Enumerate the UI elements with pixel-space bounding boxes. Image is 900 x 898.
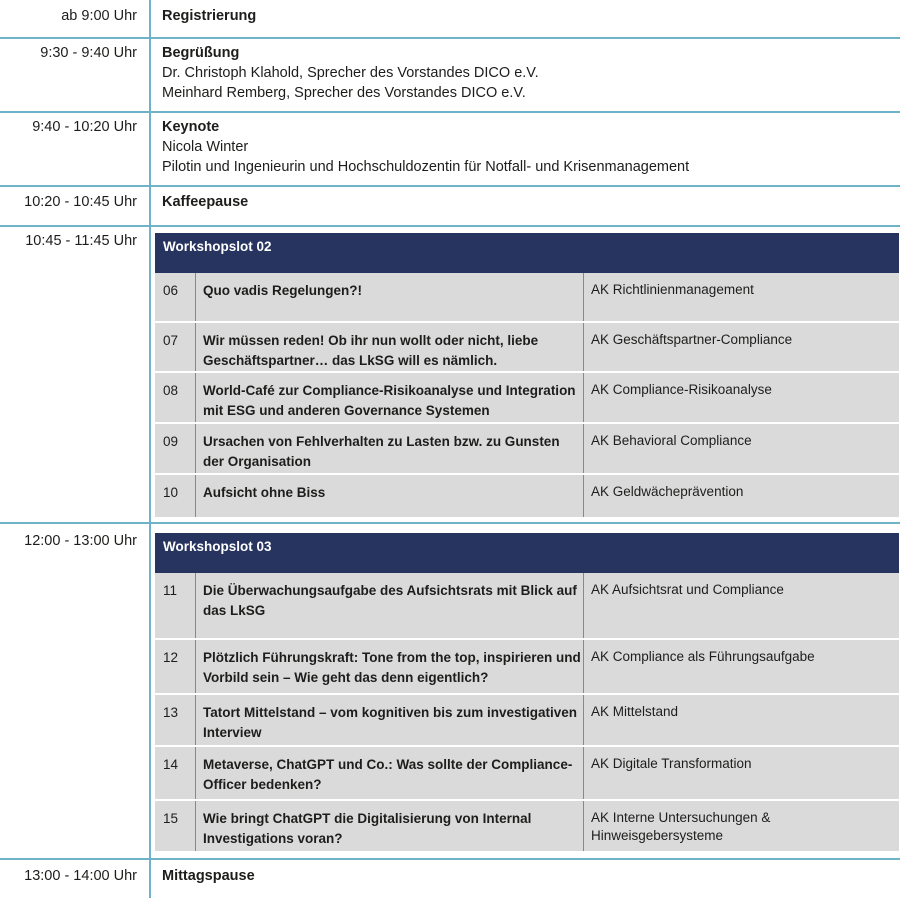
workshop-number: 09 — [163, 434, 179, 449]
agenda-line: Dr. Christoph Klahold, Sprecher des Vorstandes DICO e.V. — [162, 65, 539, 81]
workshop-number: 07 — [163, 333, 179, 348]
agenda-title: Registrierung — [162, 8, 257, 24]
workshop-ak: AK Richtlinienmanagement — [591, 282, 754, 297]
workshop-heading: Workshopslot 02 — [155, 233, 899, 273]
workshop-title: Wir müssen reden! Ob ihr nun wollt oder nicht, liebe Geschäftspartner… das LkSG will es nämlich. — [203, 333, 539, 368]
workshop-number: 08 — [163, 383, 179, 398]
workshop-number: 15 — [163, 811, 179, 826]
workshop-title: World-Café zur Compliance-Risikoanalyse und Integration mit ESG und anderen Governance Systemen — [203, 383, 576, 418]
time-label: 9:30 - 9:40 Uhr — [40, 45, 137, 61]
workshop-number: 11 — [163, 583, 178, 598]
table-row — [155, 475, 899, 517]
table-row — [155, 323, 899, 373]
workshop-table — [155, 233, 899, 517]
time-label: ab 9:00 Uhr — [61, 8, 137, 24]
table-row — [155, 424, 899, 475]
table-row — [155, 747, 899, 801]
agenda-entry — [162, 6, 256, 26]
workshop-number: 14 — [163, 757, 179, 772]
workshop-ak: AK Interne Untersuchungen & Hinweisgebersysteme — [591, 810, 771, 843]
workshop-ak: AK Aufsichtsrat und Compliance — [591, 582, 784, 597]
table-row — [155, 373, 899, 424]
workshop-ak: AK Compliance als Führungsaufgabe — [591, 649, 815, 664]
workshop-title: Ursachen von Fehlverhalten zu Lasten bzw. zu Gunsten der Organisation — [203, 434, 560, 469]
agenda-title: Begrüßung — [162, 45, 240, 61]
workshop-table — [155, 533, 899, 851]
workshop-ak: AK Digitale Transformation — [591, 756, 752, 771]
agenda-line: Pilotin und Ingenieurin und Hochschuldozentin für Notfall- und Krisenmanagement — [162, 159, 690, 175]
workshop-number: 10 — [163, 485, 179, 500]
timeline-divider — [149, 0, 151, 898]
workshop-ak: AK Behavioral Compliance — [591, 433, 752, 448]
workshop-number: 06 — [163, 283, 179, 298]
workshop-ak: AK Mittelstand — [591, 704, 679, 719]
time-label: 9:40 - 10:20 Uhr — [32, 119, 137, 135]
workshop-title: Metaverse, ChatGPT und Co.: Was sollte der Compliance-Officer bedenken? — [203, 757, 573, 792]
workshop-ak: AK Geldwächeprävention — [591, 484, 744, 499]
workshop-title: Quo vadis Regelungen?! — [203, 283, 363, 298]
workshop-ak: AK Geschäftspartner-Compliance — [591, 332, 793, 347]
agenda-title: Mittagspause — [162, 868, 255, 884]
agenda-entry — [162, 192, 248, 212]
workshop-title: Tatort Mittelstand – vom kognitiven bis zum investigativen Interview — [203, 705, 578, 740]
row-separator — [0, 37, 900, 39]
agenda-entry — [162, 43, 539, 103]
row-separator — [0, 111, 900, 113]
time-label: 10:45 - 11:45 Uhr — [25, 233, 137, 249]
time-label: 13:00 - 14:00 Uhr — [24, 868, 137, 884]
workshop-title: Die Überwachungsaufgabe des Aufsichtsrats mit Blick auf das LkSG — [203, 583, 577, 618]
workshop-title: Aufsicht ohne Biss — [203, 485, 326, 500]
workshop-title: Wie bringt ChatGPT die Digitalisierung von Internal Investigations voran? — [203, 811, 532, 846]
table-row — [155, 640, 899, 695]
agenda-line: Meinhard Remberg, Sprecher des Vorstandes DICO e.V. — [162, 85, 526, 101]
agenda-title: Kaffeepause — [162, 194, 249, 210]
time-label: 10:20 - 10:45 Uhr — [24, 194, 137, 210]
workshop-number: 12 — [163, 650, 179, 665]
row-separator — [0, 225, 900, 227]
workshop-number: 13 — [163, 705, 179, 720]
agenda-entry — [162, 117, 689, 177]
agenda-title: Keynote — [162, 119, 220, 135]
time-label: 12:00 - 13:00 Uhr — [24, 533, 137, 549]
row-separator — [0, 185, 900, 187]
row-separator — [0, 522, 900, 524]
agenda-entry — [162, 866, 255, 886]
row-separator — [0, 858, 900, 860]
table-row — [155, 695, 899, 747]
table-row — [155, 273, 899, 323]
workshop-title: Plötzlich Führungskraft: Tone from the top, inspirieren und Vorbild sein – Wie geht das denn eigentlich? — [203, 650, 581, 685]
table-row — [155, 801, 899, 851]
workshop-heading: Workshopslot 03 — [155, 533, 899, 573]
table-row — [155, 573, 899, 640]
agenda-line: Nicola Winter — [162, 139, 249, 155]
workshop-ak: AK Compliance-Risikoanalyse — [591, 382, 772, 397]
